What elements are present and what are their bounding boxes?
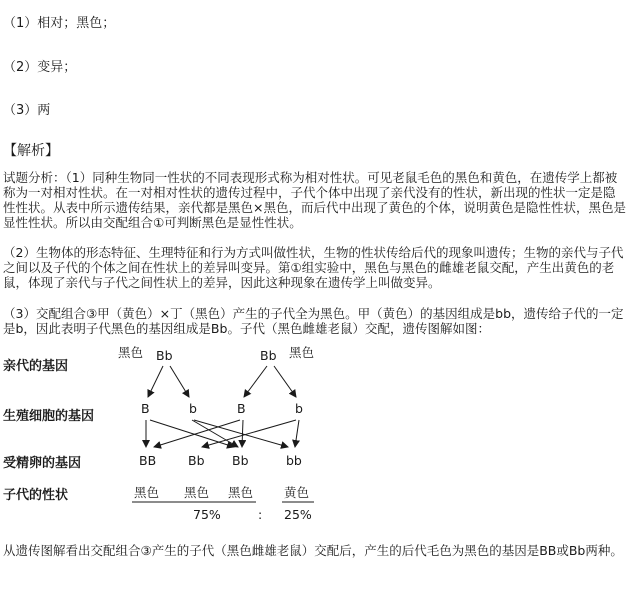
answer-2: （2）变异；: [3, 60, 77, 75]
parent-right-color: 黑色: [289, 345, 315, 360]
offspring-trait: 黄色: [284, 485, 310, 500]
answer-1: （1）相对；黑色；: [3, 16, 116, 31]
offspring-trait: 黑色: [228, 485, 254, 500]
offspring-trait: 黑色: [134, 485, 160, 500]
ratio-yellow: 25%: [284, 507, 312, 522]
answer-3: （3）两: [3, 103, 51, 118]
ratio-black: 75%: [193, 507, 221, 522]
arrow-parent-to-gamete: [244, 366, 267, 397]
zygote: BB: [139, 453, 157, 468]
zygote: bb: [286, 453, 302, 468]
gamete: b: [295, 401, 303, 416]
parent-right-gene: Bb: [260, 348, 277, 363]
arrow-parent-to-gamete: [170, 366, 189, 397]
gamete: B: [237, 401, 246, 416]
arrow-parent-to-gamete: [148, 366, 163, 397]
ratio-colon: :: [258, 507, 263, 522]
arrow-gamete-to-zygote: [194, 420, 288, 447]
parent-left-gene: Bb: [156, 348, 173, 363]
label-traits: 子代的性状: [3, 488, 69, 503]
analysis-paragraph-3: （3）交配组合③甲（黄色）×丁（黑色）产生的子代全为黑色。甲（黄色）的基因组成是bb，遗传给子代的一定是b，因此表明子代黑色的基因组成是Bb。子代（黑色雌雄老鼠）交配，遗传图解如图：: [3, 306, 624, 336]
analysis-paragraph-2: （2）生物体的形态特征、生理特征和行为方式叫做性状，生物的性状传给后代的现象叫遗传；生物的亲代与子代之间以及子代的个体之间在性状上的差异叫变异。第①组实验中，黑色与黑色的雌雄老鼠交配，产生出黄色的老鼠，体现了亲代与子代之间性状上的差异，因此这种现象在遗传学上叫做变异。: [3, 245, 624, 290]
label-zygotes: 受精卵的基因: [3, 456, 82, 471]
parent-left-color: 黑色: [118, 345, 144, 360]
label-gametes: 生殖细胞的基因: [3, 409, 95, 424]
label-parents: 亲代的基因: [3, 359, 69, 374]
arrow-gamete-to-zygote: [202, 420, 296, 447]
zygote: Bb: [232, 453, 249, 468]
arrow-parent-to-gamete: [274, 366, 296, 397]
gamete: B: [141, 401, 150, 416]
arrow-gamete-to-zygote: [154, 420, 240, 447]
offspring-trait: 黑色: [184, 485, 210, 500]
analysis-heading: 【解析】: [3, 143, 59, 159]
arrow-gamete-to-zygote: [242, 420, 243, 447]
arrow-gamete-to-zygote: [295, 420, 299, 447]
zygote: Bb: [188, 453, 205, 468]
conclusion-paragraph: 从遗传图解看出交配组合③产生的子代（黑色雌雄老鼠）交配后，产生的后代毛色为黑色的基因是BB或Bb两种。: [3, 543, 623, 558]
gamete: b: [189, 401, 197, 416]
arrow-gamete-to-zygote: [150, 420, 234, 447]
analysis-paragraph-1: 试题分析：（1）同种生物同一性状的不同表现形式称为相对性状。可见老鼠毛色的黑色和黄色，在遗传学上都被称为一对相对性状。在一对相对性状的遗传过程中，子代个体中出现了亲代没有的性状，新出现的性状一定是隐性性状。从表中所示遗传结果，亲代都是黑色×黑色，而后代中出现了黄色的个体，说明黄色是隐性性状，黑色是显性性状。所以由交配组合①可判断黑色是显性性状。: [3, 170, 626, 230]
